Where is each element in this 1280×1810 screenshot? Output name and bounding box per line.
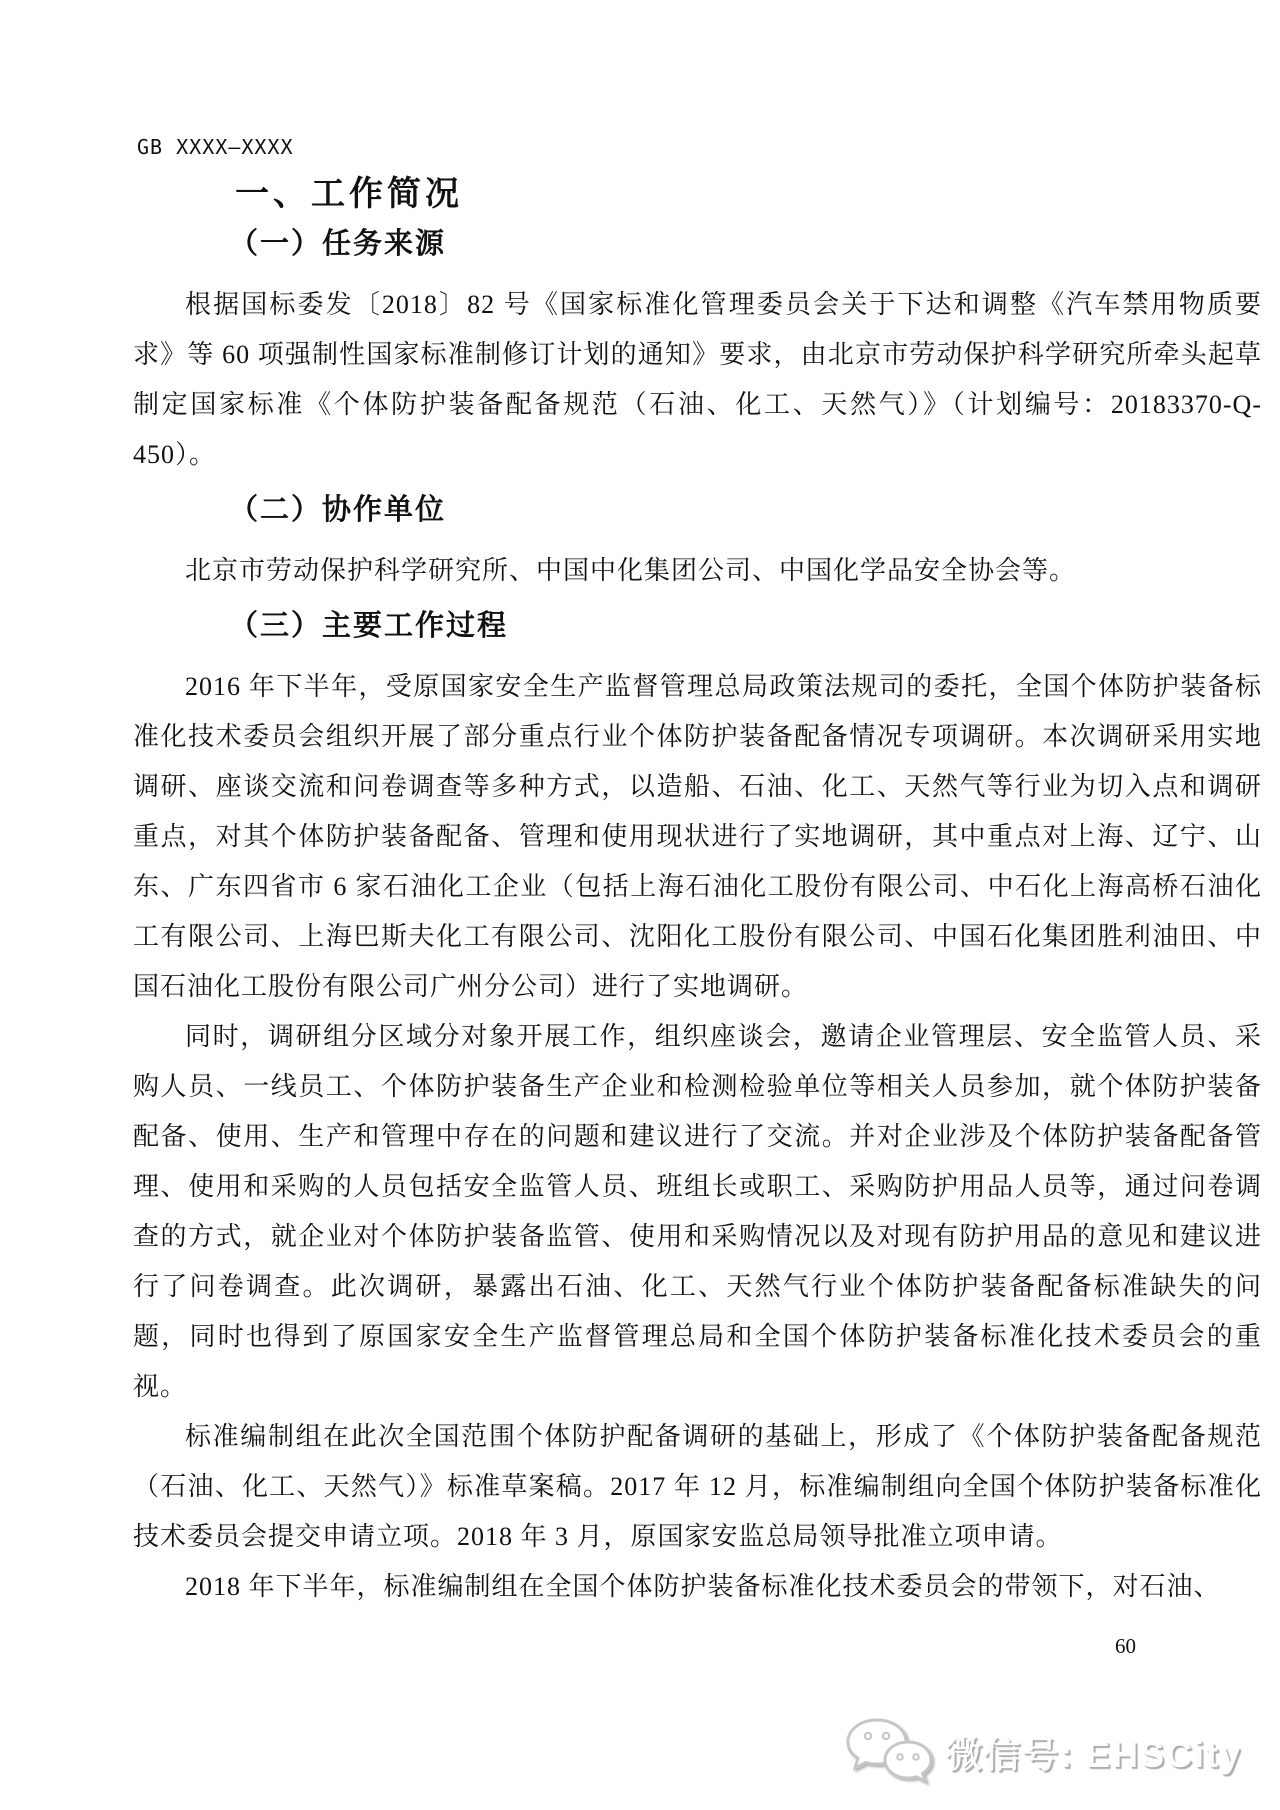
watermark (844, 1716, 1242, 1788)
paragraph-task-source: 根据国标委发〔2018〕82 号《国家标准化管理委员会关于下达和调整《汽车禁用物质要求》等 60 项强制性国家标准制修订计划的通知》要求，由北京市劳动保护科学研究所牵头起草制定国家标准《个体防护装备配备规范（石油、化工、天然气）》（计划编号：20183370-Q-450）。 (133, 290, 1262, 469)
watermark-text: 微信号: EHSCity (945, 1733, 1242, 1775)
paragraph-draft-formation: 标准编制组在此次全国范围个体防护配备调研的基础上，形成了《个体防护装备配备规范（石油、化工、天然气）》标准草案稿。2017 年 12 月，标准编制组向全国个体防护装备标准化技术委员会提交申请立项。2018 年 3 月，原国家安监总局领导批准立项申请。 (133, 1422, 1262, 1551)
paragraph-cooperating-units: 北京市劳动保护科学研究所、中国中化集团公司、中国化学品安全协会等。 (185, 556, 1077, 585)
section-heading-main-work-process: （三）主要工作过程 (229, 610, 509, 642)
document-code: GB XXXX—XXXX (137, 135, 294, 159)
paragraph-second-half-2018: 2018 年下半年，标准编制组在全国个体防护装备标准化技术委员会的带领下，对石油、 (185, 1572, 1221, 1601)
wechat-icon (844, 1716, 936, 1788)
paragraph-symposium: 同时，调研组分区域分对象开展工作，组织座谈会，邀请企业管理层、安全监管人员、采购人员、一线员工、个体防护装备生产企业和检测检验单位等相关人员参加，就个体防护装备配备、使用、生产和管理中存在的问题和建议进行了交流。并对企业涉及个体防护装备配备管理、使用和采购的人员包括安全监管人员、班组长或职工、采购防护用品人员等，通过问卷调查的方式，就企业对个体防护装备监管、使用和采购情况以及对现有防护用品的意见和建议进行了问卷调查。此次调研，暴露出石油、化工、天然气行业个体防护装备配备标准缺失的问题，同时也得到了原国家安全生产监督管理总局和全国个体防护装备标准化技术委员会的重视。 (133, 1022, 1262, 1401)
section-heading-task-source: （一）任务来源 (229, 228, 447, 260)
page-number: 60 (1115, 1634, 1136, 1658)
section-heading-cooperating-units: （二）协作单位 (229, 494, 447, 526)
paragraph-survey-overview: 2016 年下半年，受原国家安全生产监督管理总局政策法规司的委托，全国个体防护装备标准化技术委员会组织开展了部分重点行业个体防护装备配备情况专项调研。本次调研采用实地调研、座谈交流和问卷调查等多种方式，以造船、石油、化工、天然气等行业为切入点和调研重点，对其个体防护装备配备、管理和使用现状进行了实地调研，其中重点对上海、辽宁、山东、广东四省市 6 家石油化工企业（包括上海石油化工股份有限公司、中石化上海高桥石油化工有限公司、上海巴斯夫化工有限公司、沈阳化工股份有限公司、中国石化集团胜利油田、中国石油化工股份有限公司广州分公司）进行了实地调研。 (133, 672, 1262, 1001)
chapter-title: 一、工作简况 (235, 175, 463, 213)
